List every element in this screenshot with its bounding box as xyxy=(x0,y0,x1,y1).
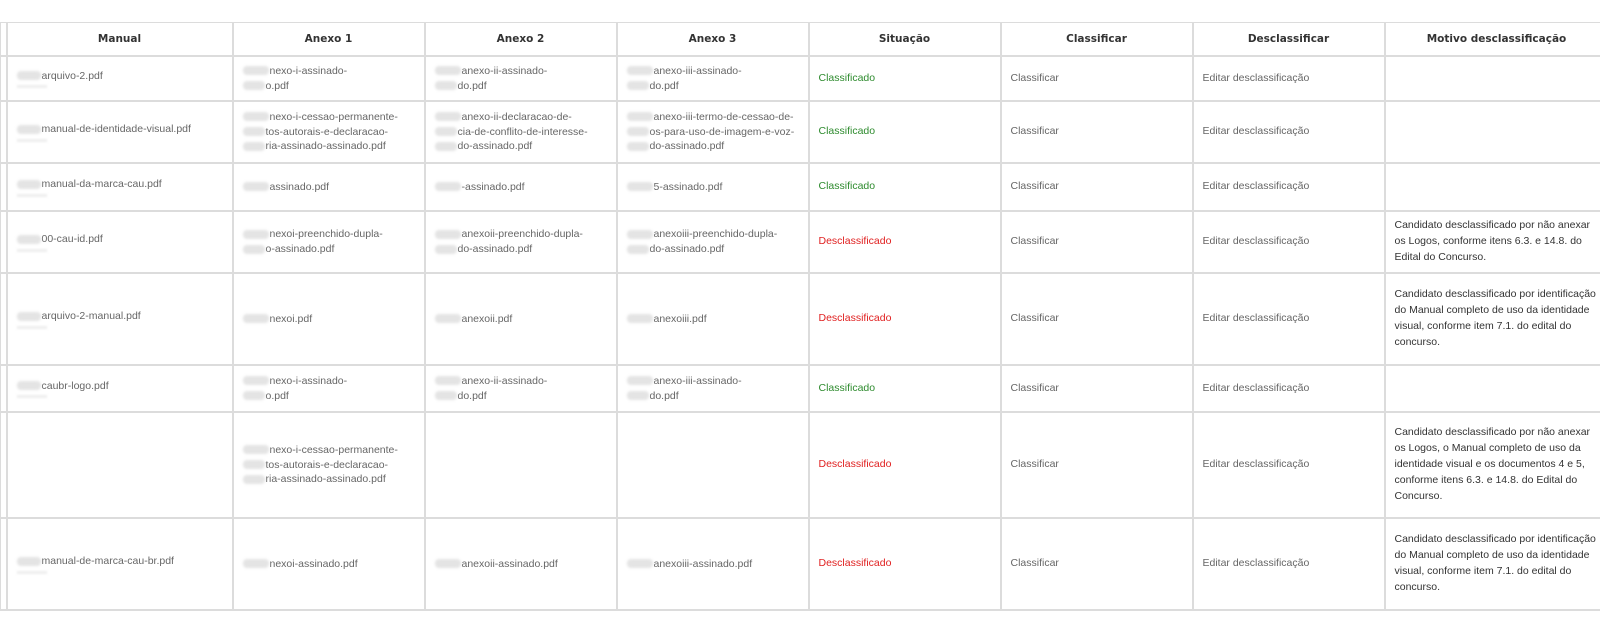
file-name-text: manual-de-identidade-visual.pdf xyxy=(41,123,191,136)
anexo-1-file-link[interactable] xyxy=(243,110,415,155)
file-name-line xyxy=(243,443,415,458)
header-anexo-2: Anexo 2 xyxy=(425,23,617,57)
file-name-text: do.pdf xyxy=(457,389,487,402)
motivo-text: Candidato desclassificado por identificação do Manual completo de uso da identidade visual, conforme item 7.1. do edital do concurso. xyxy=(1394,533,1596,593)
motivo-cell xyxy=(1385,518,1600,610)
anexo-1-cell xyxy=(233,365,425,412)
motivo-text: Candidato desclassificado por não anexar os Logos, conforme itens 6.3. e 14.8. do Edital do Concurso. xyxy=(1394,219,1591,263)
anexo-1-file-link[interactable] xyxy=(243,443,415,488)
anexo-2-cell xyxy=(425,273,617,365)
classificar-link[interactable]: Classificar xyxy=(1010,71,1059,84)
anexo-1-file-link[interactable] xyxy=(243,374,415,404)
anexo-2-file-link[interactable] xyxy=(435,180,607,195)
file-name-line xyxy=(627,110,799,125)
anexo-3-file-link[interactable] xyxy=(627,64,799,94)
redacted-prefix xyxy=(243,230,269,239)
file-name-line xyxy=(627,374,799,389)
file-name-line xyxy=(627,125,799,140)
table-row xyxy=(1,365,1600,412)
desclassificar-cell xyxy=(1193,56,1385,101)
status-label: Classificado xyxy=(818,125,876,138)
situacao-cell xyxy=(809,101,1001,163)
file-name-line xyxy=(627,79,799,94)
file-name-text: anexoii-assinado.pdf xyxy=(461,557,558,570)
file-name-text: tos-autorais-e-declaracao- xyxy=(265,458,389,471)
situacao-cell xyxy=(809,412,1001,518)
redacted-prefix xyxy=(243,81,265,90)
motivo-cell xyxy=(1385,163,1600,211)
file-name-line xyxy=(627,312,799,327)
file-name-text: manual-de-marca-cau-br.pdf xyxy=(41,555,174,568)
file-name-text: anexo-ii-assinado- xyxy=(461,374,548,387)
file-name-text: tos-autorais-e-declaracao- xyxy=(265,125,389,138)
anexo-1-cell xyxy=(233,412,425,518)
file-name-text: nexo-i-cessao-permanente- xyxy=(269,110,398,123)
situacao-cell xyxy=(809,273,1001,365)
anexo-2-cell xyxy=(425,56,617,101)
manual-file-link[interactable] xyxy=(17,232,223,247)
manual-cell xyxy=(7,101,233,163)
situacao-cell xyxy=(809,163,1001,211)
desclassificar-cell xyxy=(1193,163,1385,211)
redacted-prefix xyxy=(17,312,41,321)
anexo-1-cell xyxy=(233,56,425,101)
redacted-prefix xyxy=(243,245,265,254)
file-name-text: caubr-logo.pdf xyxy=(41,379,109,392)
header-desclassificar: Desclassificar xyxy=(1193,23,1385,57)
status-label: Classificado xyxy=(818,381,876,394)
manual-cell xyxy=(7,365,233,412)
status-label: Desclassificado xyxy=(818,458,892,471)
classificar-link[interactable]: Classificar xyxy=(1010,312,1059,325)
manual-cell xyxy=(7,518,233,610)
file-name-line xyxy=(243,312,415,327)
anexo-3-cell xyxy=(617,412,809,518)
redacted-prefix xyxy=(17,180,41,189)
file-name-text: nexoi-preenchido-dupla- xyxy=(269,228,383,241)
anexo-3-file-link[interactable] xyxy=(627,374,799,404)
redacted-line xyxy=(17,326,47,329)
file-name-text: anexo-iii-assinado- xyxy=(653,64,742,77)
motivo-cell xyxy=(1385,412,1600,518)
anexo-3-cell xyxy=(617,56,809,101)
anexo-1-cell xyxy=(233,211,425,273)
file-name-line xyxy=(435,64,607,79)
anexo-3-file-link[interactable] xyxy=(627,227,799,257)
anexo-2-cell xyxy=(425,365,617,412)
classificar-link[interactable]: Classificar xyxy=(1010,125,1059,138)
status-label: Desclassificado xyxy=(818,557,892,570)
motivo-cell xyxy=(1385,365,1600,412)
motivo-text: Candidato desclassificado por identificação do Manual completo de uso da identidade visual, conforme item 7.1. do edital do concurso. xyxy=(1394,288,1596,348)
file-name-text: ria-assinado-assinado.pdf xyxy=(265,473,386,486)
header-anexo-3: Anexo 3 xyxy=(617,23,809,57)
file-name-text: -assinado.pdf xyxy=(461,180,525,193)
redacted-prefix xyxy=(243,376,269,385)
manual-cell xyxy=(7,412,233,518)
editar-desclassificacao-link[interactable]: Editar desclassificação xyxy=(1202,125,1310,138)
redacted-prefix xyxy=(243,142,265,151)
redacted-prefix xyxy=(627,230,653,239)
file-name-line xyxy=(435,180,607,195)
redacted-prefix xyxy=(17,381,41,390)
redacted-prefix xyxy=(627,376,653,385)
file-name-text: nexoi.pdf xyxy=(269,312,313,325)
redacted-prefix xyxy=(243,559,269,568)
classificar-link[interactable]: Classificar xyxy=(1010,180,1059,193)
redacted-prefix xyxy=(627,245,649,254)
file-name-text: do-assinado.pdf xyxy=(457,243,533,255)
desclassificar-cell xyxy=(1193,412,1385,518)
header-motivo: Motivo desclassificação xyxy=(1385,23,1600,57)
classificar-cell xyxy=(1001,273,1193,365)
redacted-prefix xyxy=(627,559,653,568)
redacted-prefix xyxy=(435,142,457,151)
motivo-cell xyxy=(1385,211,1600,273)
file-name-text: do.pdf xyxy=(649,389,679,402)
manual-cell xyxy=(7,273,233,365)
anexo-3-cell xyxy=(617,101,809,163)
redacted-prefix xyxy=(627,127,649,136)
redacted-prefix xyxy=(243,460,265,469)
manual-cell xyxy=(7,56,233,101)
file-name-line xyxy=(627,64,799,79)
redacted-prefix xyxy=(243,127,265,136)
classificar-cell xyxy=(1001,365,1193,412)
redacted-line xyxy=(17,571,47,574)
file-name-text: anexoiii.pdf xyxy=(653,312,707,325)
classificar-cell xyxy=(1001,56,1193,101)
file-name-line xyxy=(243,472,415,487)
header-situacao: Situação xyxy=(809,23,1001,57)
file-name-line xyxy=(435,227,607,242)
redacted-prefix xyxy=(435,245,457,254)
header-classificar: Classificar xyxy=(1001,23,1193,57)
motivo-cell xyxy=(1385,273,1600,365)
file-name-text: do-assinado.pdf xyxy=(457,140,533,153)
redacted-prefix xyxy=(627,182,653,191)
file-name-line xyxy=(243,125,415,140)
classificar-cell xyxy=(1001,518,1193,610)
anexo-2-file-link[interactable] xyxy=(435,110,607,155)
file-name-text: do-assinado.pdf xyxy=(649,140,725,153)
redacted-prefix xyxy=(17,235,41,244)
table-row xyxy=(1,101,1600,163)
file-name-text: nexoi-assinado.pdf xyxy=(269,557,358,570)
file-name-line xyxy=(435,374,607,389)
table-header-row xyxy=(1,23,1600,57)
file-name-line xyxy=(435,110,607,125)
file-name-line xyxy=(435,125,607,140)
redacted-prefix xyxy=(243,314,269,323)
status-label: Classificado xyxy=(818,180,876,193)
anexo-2-cell xyxy=(425,518,617,610)
manual-file-link[interactable] xyxy=(17,177,223,192)
anexo-3-cell xyxy=(617,163,809,211)
file-name-line xyxy=(243,557,415,572)
anexo-1-file-link[interactable] xyxy=(243,64,415,94)
editar-desclassificacao-link[interactable]: Editar desclassificação xyxy=(1202,235,1310,248)
editar-desclassificacao-link[interactable]: Editar desclassificação xyxy=(1202,458,1310,471)
manual-cell xyxy=(7,211,233,273)
redacted-line xyxy=(17,194,47,197)
situacao-cell xyxy=(809,365,1001,412)
table-row xyxy=(1,412,1600,518)
file-name-line xyxy=(435,139,607,154)
redacted-prefix xyxy=(243,182,269,191)
redacted-prefix xyxy=(17,125,41,134)
desclassificar-cell xyxy=(1193,365,1385,412)
anexo-2-file-link[interactable] xyxy=(435,64,607,94)
redacted-prefix xyxy=(243,66,269,75)
file-name-text: os-para-uso-de-imagem-e-voz- xyxy=(649,125,795,138)
file-name-text: nexo-i-assinado- xyxy=(269,374,348,387)
situacao-cell xyxy=(809,211,1001,273)
classificar-cell xyxy=(1001,163,1193,211)
anexo-2-file-link[interactable] xyxy=(435,312,607,327)
classificar-cell xyxy=(1001,412,1193,518)
table-row xyxy=(1,163,1600,211)
redacted-line xyxy=(17,395,47,398)
file-name-line xyxy=(243,227,415,242)
file-name-text: arquivo-2-manual.pdf xyxy=(41,310,141,323)
redacted-prefix xyxy=(243,445,269,454)
file-name-line xyxy=(243,79,415,94)
redacted-line xyxy=(17,139,47,142)
anexo-3-file-link[interactable] xyxy=(627,180,799,195)
file-name-line xyxy=(627,557,799,572)
file-name-text: nexo-i-cessao-permanente- xyxy=(269,443,398,456)
file-name-line xyxy=(627,242,799,257)
file-name-line xyxy=(243,139,415,154)
redacted-prefix xyxy=(435,559,461,568)
anexo-3-file-link[interactable] xyxy=(627,110,799,155)
file-name-text: nexo-i-assinado- xyxy=(269,64,348,77)
status-label: Desclassificado xyxy=(818,235,892,248)
file-name-text: anexo-ii-assinado- xyxy=(461,64,548,77)
redacted-prefix xyxy=(243,391,265,400)
redacted-prefix xyxy=(17,71,41,80)
file-name-text: anexoii.pdf xyxy=(461,312,513,325)
file-name-line xyxy=(243,242,415,257)
anexo-1-file-link[interactable] xyxy=(243,557,415,572)
redacted-line xyxy=(17,249,47,252)
desclassificar-cell xyxy=(1193,518,1385,610)
file-name-line xyxy=(243,110,415,125)
file-name-text: anexo-iii-assinado- xyxy=(653,374,742,387)
redacted-prefix xyxy=(435,376,461,385)
table-body xyxy=(1,56,1600,610)
redacted-prefix xyxy=(627,142,649,151)
redacted-prefix xyxy=(243,475,265,484)
file-name-text: arquivo-2.pdf xyxy=(41,69,103,82)
anexo-1-cell xyxy=(233,518,425,610)
file-name-text: assinado.pdf xyxy=(269,180,330,193)
file-name-line xyxy=(243,180,415,195)
anexo-2-file-link[interactable] xyxy=(435,374,607,404)
status-label: Desclassificado xyxy=(818,312,892,325)
header-manual: Manual xyxy=(7,23,233,57)
file-name-text: anexo-iii-termo-de-cessao-de- xyxy=(653,110,794,123)
motivo-cell xyxy=(1385,56,1600,101)
anexo-3-cell xyxy=(617,518,809,610)
file-name-line xyxy=(243,458,415,473)
header-anexo-1: Anexo 1 xyxy=(233,23,425,57)
anexo-2-file-link[interactable] xyxy=(435,557,607,572)
file-name-line xyxy=(627,227,799,242)
file-name-line xyxy=(435,242,607,257)
results-table xyxy=(0,22,1600,611)
anexo-1-file-link[interactable] xyxy=(243,227,415,257)
file-name-text: anexoiii-preenchido-dupla- xyxy=(653,228,778,241)
manual-file-link[interactable] xyxy=(17,69,223,84)
file-name-text: anexoii-preenchido-dupla- xyxy=(461,228,583,241)
editar-desclassificacao-link[interactable]: Editar desclassificação xyxy=(1202,312,1310,325)
table-row xyxy=(1,56,1600,101)
anexo-2-cell xyxy=(425,412,617,518)
file-name-text: o-assinado.pdf xyxy=(265,243,335,255)
manual-file-link[interactable] xyxy=(17,122,223,137)
redacted-prefix xyxy=(627,314,653,323)
anexo-3-cell xyxy=(617,273,809,365)
desclassificar-cell xyxy=(1193,101,1385,163)
status-label: Classificado xyxy=(818,71,876,84)
classificar-link[interactable]: Classificar xyxy=(1010,235,1059,248)
file-name-line xyxy=(627,180,799,195)
anexo-1-cell xyxy=(233,273,425,365)
situacao-cell xyxy=(809,518,1001,610)
redacted-prefix xyxy=(435,182,461,191)
manual-file-link[interactable] xyxy=(17,554,223,569)
file-name-text: anexo-ii-declaracao-de- xyxy=(461,110,572,123)
anexo-3-cell xyxy=(617,211,809,273)
classificar-cell xyxy=(1001,101,1193,163)
redacted-prefix xyxy=(435,127,457,136)
redacted-prefix xyxy=(435,112,461,121)
redacted-prefix xyxy=(435,391,457,400)
anexo-2-cell xyxy=(425,163,617,211)
editar-desclassificacao-link[interactable]: Editar desclassificação xyxy=(1202,557,1310,570)
manual-file-link[interactable] xyxy=(17,309,223,324)
file-name-text: o.pdf xyxy=(265,389,289,402)
file-name-line xyxy=(627,389,799,404)
file-name-text: do-assinado.pdf xyxy=(649,243,725,255)
classificar-link[interactable]: Classificar xyxy=(1010,381,1059,394)
situacao-cell xyxy=(809,56,1001,101)
motivo-text: Candidato desclassificado por não anexar os Logos, o Manual completo de uso da identidade visual e os documentos 4 e 5, conforme itens 6.3. e 14.8. do Edital do Concurso. xyxy=(1394,426,1591,502)
anexo-1-cell xyxy=(233,163,425,211)
redacted-line xyxy=(17,85,47,88)
file-name-text: o.pdf xyxy=(265,79,289,92)
desclassificar-cell xyxy=(1193,273,1385,365)
table-row xyxy=(1,211,1600,273)
anexo-2-cell xyxy=(425,211,617,273)
file-name-text: cia-de-conflito-de-interesse- xyxy=(457,125,588,138)
motivo-cell xyxy=(1385,101,1600,163)
redacted-prefix xyxy=(435,314,461,323)
redacted-prefix xyxy=(627,391,649,400)
anexo-2-cell xyxy=(425,101,617,163)
manual-file-link[interactable] xyxy=(17,379,223,394)
file-name-text: manual-da-marca-cau.pdf xyxy=(41,178,162,191)
file-name-line xyxy=(435,312,607,327)
file-name-line xyxy=(243,374,415,389)
file-name-text: ria-assinado-assinado.pdf xyxy=(265,140,386,153)
editar-desclassificacao-link[interactable]: Editar desclassificação xyxy=(1202,381,1310,394)
redacted-prefix xyxy=(627,81,649,90)
anexo-3-file-link[interactable] xyxy=(627,557,799,572)
redacted-prefix xyxy=(435,81,457,90)
anexo-3-cell xyxy=(617,365,809,412)
redacted-prefix xyxy=(243,112,269,121)
redacted-prefix xyxy=(17,557,41,566)
redacted-prefix xyxy=(435,230,461,239)
editar-desclassificacao-link[interactable]: Editar desclassificação xyxy=(1202,180,1310,193)
results-table-container xyxy=(0,22,1600,611)
manual-cell xyxy=(7,163,233,211)
table-row xyxy=(1,518,1600,610)
redacted-prefix xyxy=(627,112,653,121)
file-name-line xyxy=(435,557,607,572)
anexo-1-file-link[interactable] xyxy=(243,180,415,195)
file-name-text: do.pdf xyxy=(457,79,487,92)
file-name-text: do.pdf xyxy=(649,79,679,92)
classificar-link[interactable]: Classificar xyxy=(1010,557,1059,570)
classificar-link[interactable]: Classificar xyxy=(1010,458,1059,471)
file-name-text: anexoiii-assinado.pdf xyxy=(653,557,753,570)
file-name-line xyxy=(243,389,415,404)
file-name-line xyxy=(243,64,415,79)
file-name-line xyxy=(435,389,607,404)
classificar-cell xyxy=(1001,211,1193,273)
redacted-prefix xyxy=(435,66,461,75)
file-name-line xyxy=(435,79,607,94)
anexo-2-file-link[interactable] xyxy=(435,227,607,257)
file-name-text: 00-cau-id.pdf xyxy=(41,233,103,246)
file-name-line xyxy=(627,139,799,154)
anexo-1-cell xyxy=(233,101,425,163)
anexo-3-file-link[interactable] xyxy=(627,312,799,327)
redacted-prefix xyxy=(627,66,653,75)
desclassificar-cell xyxy=(1193,211,1385,273)
anexo-1-file-link[interactable] xyxy=(243,312,415,327)
table-row xyxy=(1,273,1600,365)
file-name-text: 5-assinado.pdf xyxy=(653,180,723,193)
editar-desclassificacao-link[interactable]: Editar desclassificação xyxy=(1202,71,1310,84)
